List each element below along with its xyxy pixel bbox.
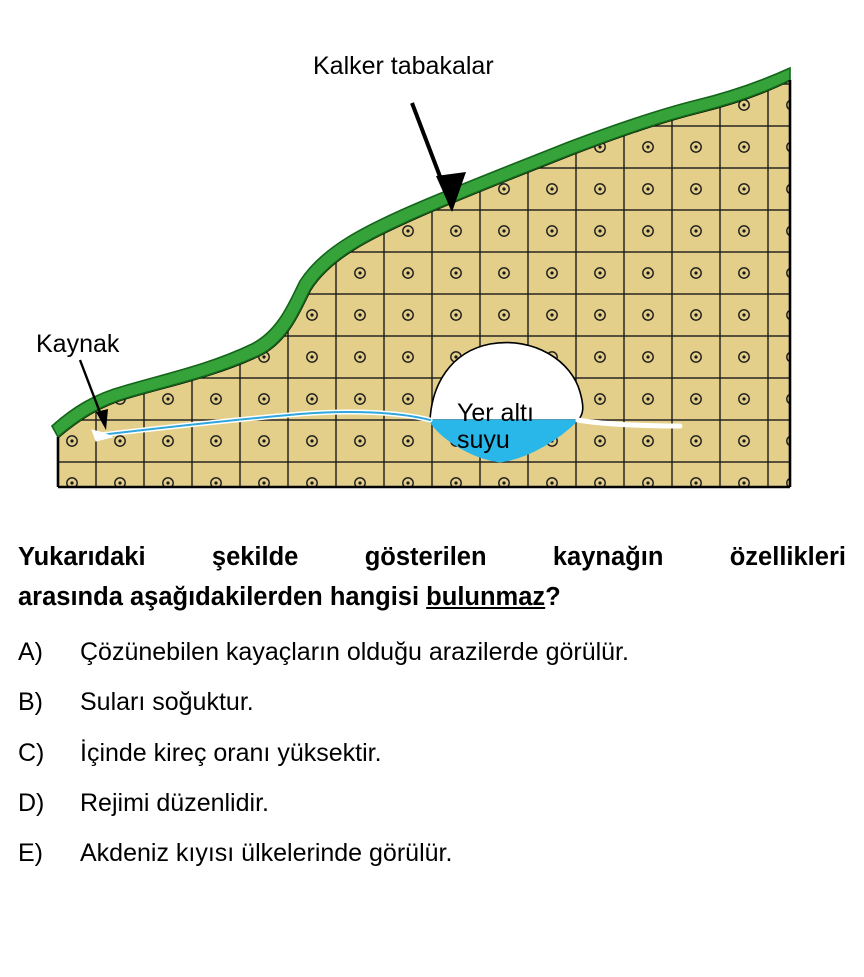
question-line2-post: ? — [545, 582, 561, 611]
option-d-text: Rejimi düzenlidir. — [80, 788, 269, 817]
option-c[interactable] — [18, 738, 846, 769]
label-kalker-tabakalar: Kalker tabakalar — [313, 52, 494, 80]
options-list — [18, 637, 846, 869]
label-yer-alti-suyu — [457, 400, 587, 454]
question-word-1: Yukarıdaki — [18, 543, 146, 571]
question-word-3: gösterilen — [364, 543, 487, 571]
option-b-text: Suları soğuktur. — [80, 688, 254, 717]
option-e-text: Akdeniz kıyısı ülkelerinde görülür. — [80, 839, 453, 868]
question-line2-pre: arasında aşağıdakilerden hangisi — [18, 582, 427, 611]
question-word-5: özellikleri — [729, 543, 846, 571]
label-kaynak: Kaynak — [36, 330, 120, 358]
option-d-letter: D) — [18, 788, 45, 817]
question-keyword-bulunmaz: bulunmaz — [426, 582, 546, 611]
option-a-letter: A) — [18, 638, 43, 667]
option-c-text: İçinde kireç oranı yüksektir. — [80, 738, 382, 767]
label-yer-alti-line2: suyu — [457, 426, 510, 454]
option-a[interactable] — [18, 637, 846, 668]
question-text — [18, 538, 846, 617]
label-yer-alti-line1: Yer altı — [457, 399, 534, 427]
option-d[interactable] — [18, 788, 846, 819]
question-word-4: kaynağın — [552, 543, 664, 571]
question-line-1 — [18, 538, 846, 578]
option-e[interactable] — [18, 838, 846, 869]
option-c-letter: C) — [18, 738, 45, 767]
question-word-2: şekilde — [211, 543, 299, 571]
question-line-2 — [18, 578, 846, 618]
option-e-letter: E) — [18, 839, 43, 868]
option-b[interactable] — [18, 687, 846, 718]
option-a-text: Çözünebilen kayaçların olduğu arazilerde görülür. — [80, 638, 629, 667]
option-b-letter: B) — [18, 688, 43, 717]
